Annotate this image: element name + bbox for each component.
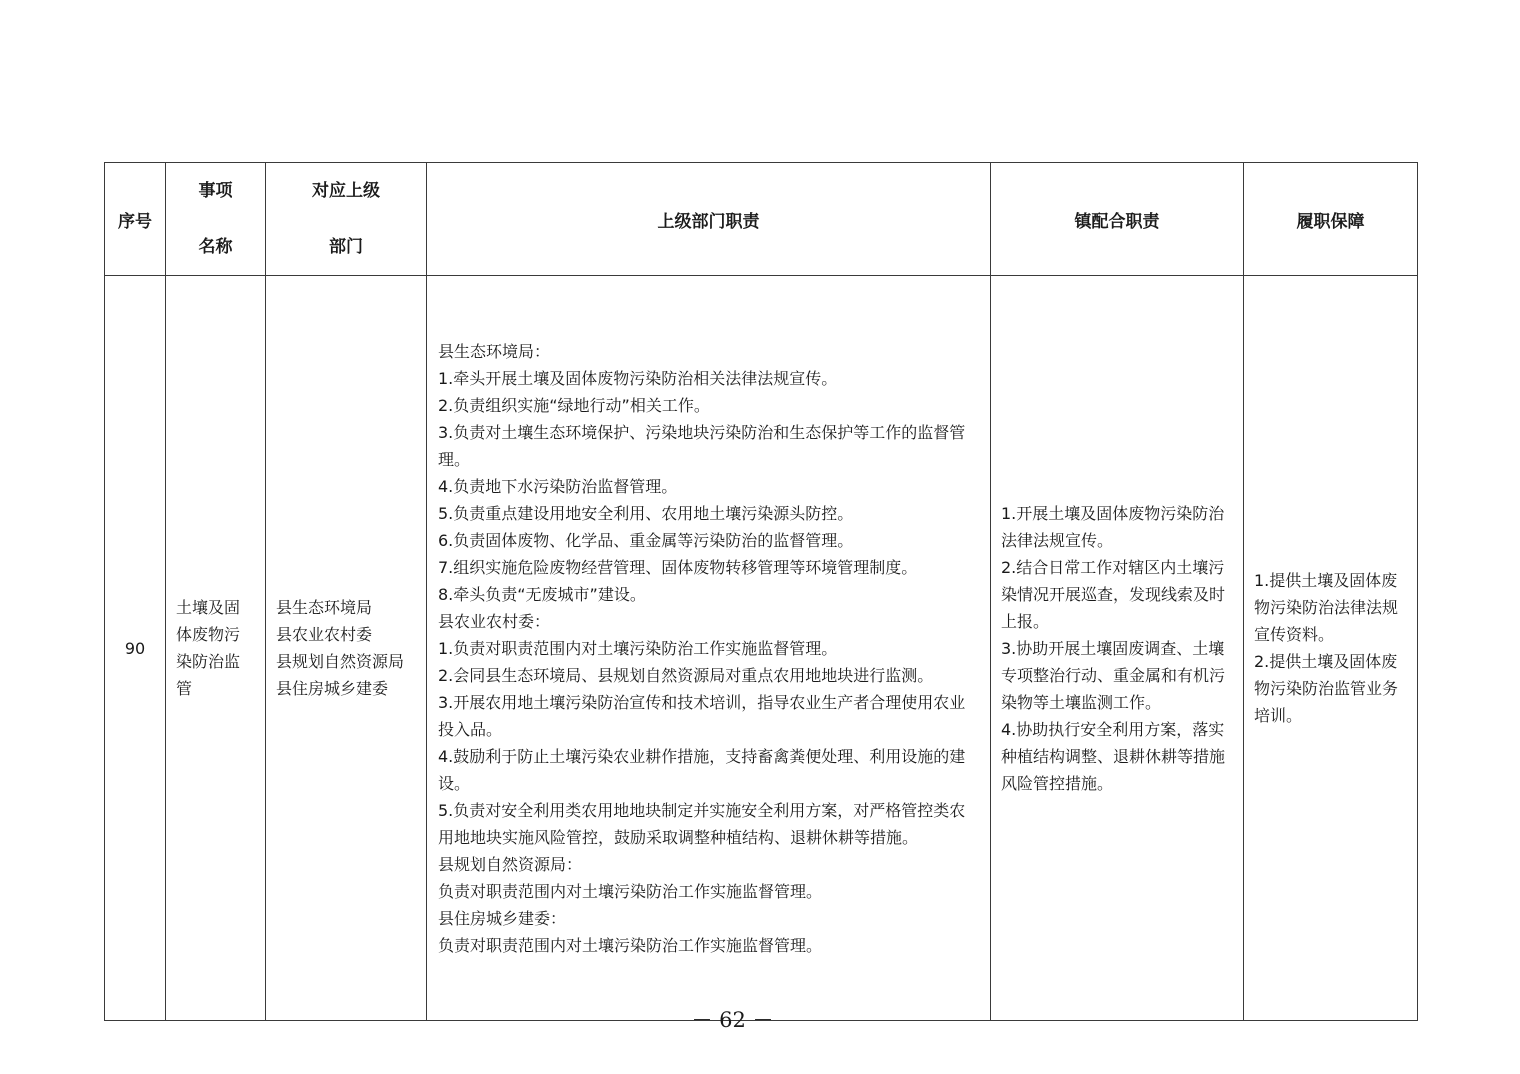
header-superior-dept [266, 163, 427, 276]
guarantee-line: 2.提供土壤及固体废物污染防治监管业务培训。 [1254, 652, 1399, 725]
town-duty-line: 2.结合日常工作对辖区内土壤污染情况开展巡查，发现线索及时上报。 [1001, 557, 1226, 631]
header-town-duties-label: 镇配合职责 [1074, 211, 1160, 232]
header-item-name-line-1: 事项 [198, 181, 233, 201]
guarantee-line: 1.提供土壤及固体废物污染防治法律法规宣传资料。 [1254, 571, 1399, 644]
superior-dept-line: 县规划自然资源局 [276, 652, 405, 671]
header-superior-duties-label: 上级部门职责 [657, 211, 760, 232]
superior-dept-line: 县住房城乡建委 [276, 679, 389, 698]
superior-duty-line: 7.组织实施危险废物经营管理、固体废物转移管理等环境管理制度。 [438, 557, 918, 577]
superior-duty-line: 6.负责固体废物、化学品、重金属等污染防治的监督管理。 [438, 530, 854, 550]
row-item-name: 土壤及固体废物污染防治监管 [176, 598, 241, 698]
town-duty-line: 4.协助执行安全利用方案，落实种植结构调整、退耕休耕等措施风险管控措施。 [1001, 719, 1226, 793]
superior-duty-line: 3.开展农用地土壤污染防治宣传和技术培训，指导农业生产者合理使用农业投入品。 [438, 692, 966, 739]
row-index: 90 [124, 638, 146, 658]
cell-index [105, 276, 166, 1021]
header-index-label: 序号 [118, 211, 152, 232]
header-guarantee [1244, 163, 1418, 276]
superior-duty-line: 4.负责地下水污染防治监督管理。 [438, 476, 678, 496]
superior-dept-line: 县生态环境局 [276, 598, 373, 617]
header-superior-dept-line-2: 部门 [329, 237, 363, 257]
cell-guarantee [1244, 276, 1418, 1021]
cell-item-name [166, 276, 266, 1021]
superior-dept-line: 县农业农村委 [276, 625, 373, 644]
header-index [105, 163, 166, 276]
superior-duty-line: 负责对职责范围内对土壤污染防治工作实施监督管理。 [438, 935, 823, 955]
superior-duty-line: 1.牵头开展土壤及固体废物污染防治相关法律法规宣传。 [438, 368, 838, 388]
superior-duty-line: 1.负责对职责范围内对土壤污染防治工作实施监督管理。 [438, 638, 838, 658]
superior-duty-line: 5.负责重点建设用地安全利用、农用地土壤污染源头防控。 [438, 503, 854, 523]
header-item-name-line-2: 名称 [198, 237, 233, 257]
superior-duty-line: 2.会同县生态环境局、县规划自然资源局对重点农用地地块进行监测。 [438, 665, 934, 685]
superior-duty-line: 县规划自然资源局： [438, 854, 583, 874]
duty-table [104, 162, 1418, 1021]
superior-duty-line: 8.牵头负责“无废城市”建设。 [438, 584, 646, 604]
superior-duty-line: 4.鼓励利于防止土壤污染农业耕作措施，支持畜禽粪便处理、利用设施的建设。 [438, 746, 966, 793]
header-item-name [166, 163, 266, 276]
town-duty-line: 1.开展土壤及固体废物污染防治法律法规宣传。 [1001, 503, 1225, 550]
page-number: － 62 － [691, 1008, 774, 1032]
table-row [105, 276, 1418, 1021]
town-duty-line: 3.协助开展土壤固废调查、土壤专项整治行动、重金属和有机污染物等土壤监测工作。 [1001, 638, 1226, 712]
superior-duty-line: 3.负责对土壤生态环境保护、污染地块污染防治和生态保护等工作的监督管理。 [438, 422, 966, 469]
superior-duty-line: 负责对职责范围内对土壤污染防治工作实施监督管理。 [438, 881, 823, 901]
superior-duty-line: 5.负责对安全利用类农用地地块制定并实施安全利用方案，对严格管控类农用地地块实施风险管控，鼓励采取调整种植结构、退耕休耕等措施。 [438, 800, 966, 847]
cell-town-duties [991, 276, 1244, 1021]
header-town-duties [991, 163, 1244, 276]
superior-duty-line: 2.负责组织实施“绿地行动”相关工作。 [438, 395, 710, 415]
header-guarantee-label: 履职保障 [1296, 211, 1365, 232]
header-superior-dept-line-1: 对应上级 [312, 181, 380, 201]
superior-duty-line: 县住房城乡建委： [438, 908, 567, 928]
cell-superior-depts [266, 276, 427, 1021]
superior-duty-line: 县生态环境局： [438, 341, 551, 361]
header-superior-duties [427, 163, 991, 276]
cell-superior-duties [427, 276, 991, 1021]
header-row [105, 163, 1418, 276]
superior-duty-line: 县农业农村委： [438, 611, 551, 631]
